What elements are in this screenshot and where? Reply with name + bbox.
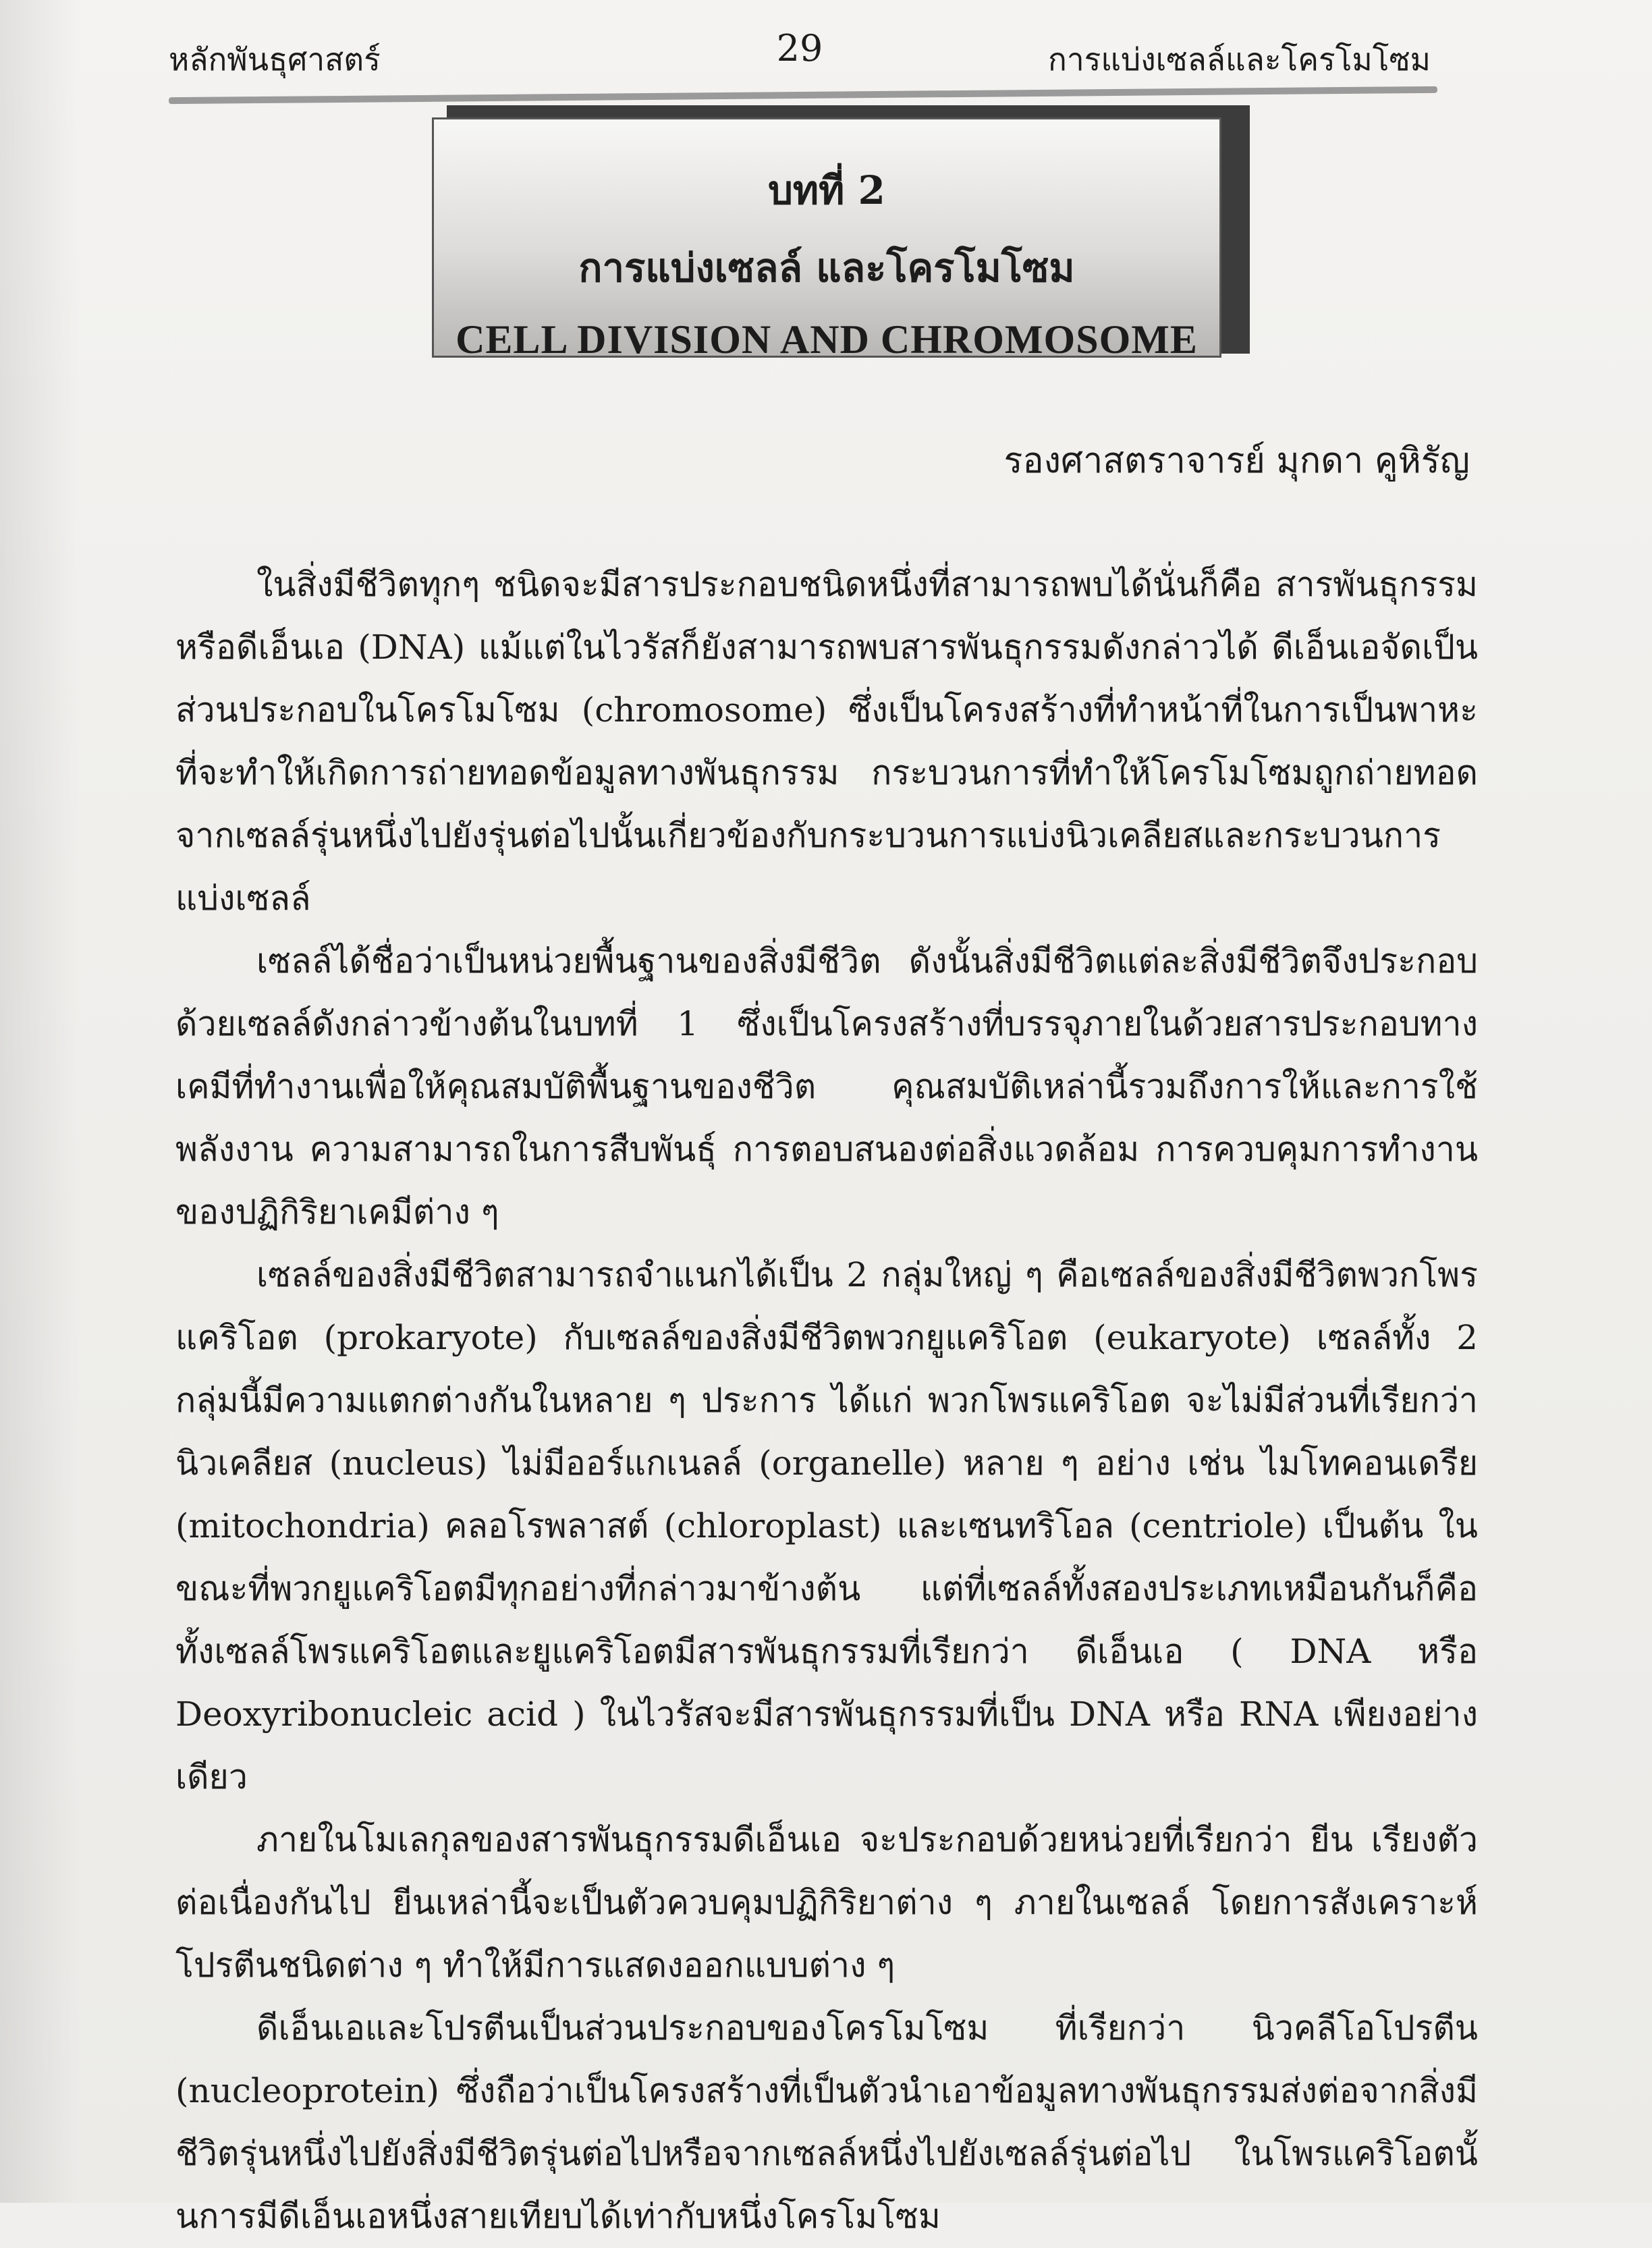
paragraph: ในสิ่งมีชีวิตทุกๆ ชนิดจะมีสารประกอบชนิดหนึ่งที่สามารถพบได้นั่นก็คือ สารพันธุกรรม หรือดีเอ็นเอ (DNA) แม้แต่ในไวรัสก็ยังสามารถพบสารพันธุกรรมดังกล่าวได้ ดีเอ็นเอจัดเป็นส่วนประกอบในโครโมโซม (chromosome) ซึ่งเป็นโครงสร้างที่ทำหน้าที่ในการเป็นพาหะที่จะทำให้เกิดการถ่ายทอดข้อมูลทางพันธุกรรม กระบวนการที่ทำให้โครโมโซมถูกถ่ายทอดจากเซลล์รุ่นหนึ่งไปยังรุ่นต่อไปนั้นเกี่ยวข้องกับกระบวนการแบ่งนิวเคลียสและกระบวนการแบ่งเซลล์ [175,565,1478,918]
paragraph: ดีเอ็นเอและโปรตีนเป็นส่วนประกอบของโครโมโซม ที่เรียกว่า นิวคลีโอโปรตีน (nucleoprotein) ซึ่งถือว่าเป็นโครงสร้างที่เป็นตัวนำเอาข้อมูลทางพันธุกรรมส่งต่อจากสิ่งมีชีวิตรุ่นหนึ่งไปยังสิ่งมีชีวิตรุ่นต่อไปหรือจากเซลล์หนึ่งไปยังเซลล์รุ่นต่อไป ในโพรแคริโอตนั้นการมีดีเอ็นเอหนึ่งสายเทียบได้เท่ากับหนึ่งโครโมโซม [175,2008,1478,2236]
page-number: 29 [776,27,823,70]
paragraph: เซลล์ของสิ่งมีชีวิตสามารถจำแนกได้เป็น 2 กลุ่มใหญ่ ๆ คือเซลล์ของสิ่งมีชีวิตพวกโพรแคริโอต (prokaryote) กับเซลล์ของสิ่งมีชีวิตพวกยูแคริโอต (eukaryote) เซลล์ทั้ง 2 กลุ่มนี้มีความแตกต่างกันในหลาย ๆ ประการ ได้แก่ พวกโพรแคริโอต จะไม่มีส่วนที่เรียกว่า นิวเคลียส (nucleus) ไม่มีออร์แกเนลล์ (organelle) หลาย ๆ อย่าง เช่น ไมโทคอนเดรีย (mitochondria) คลอโรพลาสต์ (chloroplast) และเซนทริโอล (centriole) เป็นต้น ในขณะที่พวกยูแคริโอตมีทุกอย่างที่กล่าวมาข้างต้น แต่ที่เซลล์ทั้งสองประเภทเหมือนกันก็คือ ทั้งเซลล์โพรแคริโอตและยูแคริโอตมีสารพันธุกรรมที่เรียกว่า ดีเอ็นเอ ( DNA หรือ Deoxyribonucleic acid ) ในไวรัสจะมีสารพันธุกรรมที่เป็น DNA หรือ RNA เพียงอย่างเดียว [175,1255,1478,1797]
header-book-title: หลักพันธุศาสตร์ [169,41,381,78]
header-chapter-title: การแบ่งเซลล์และโครโมโซม [1047,41,1431,78]
paragraph: เซลล์ได้ชื่อว่าเป็นหน่วยพื้นฐานของสิ่งมีชีวิต ดังนั้นสิ่งมีชีวิตแต่ละสิ่งมีชีวิตจึงประกอบด้วยเซลล์ดังกล่าวข้างต้นในบทที่ 1 ซึ่งเป็นโครงสร้างที่บรรจุภายในด้วยสารประกอบทางเคมีที่ทำงานเพื่อให้คุณสมบัติพื้นฐานของชีวิต คุณสมบัติเหล่านี้รวมถึงการให้และการใช้พลังงาน ความสามารถในการสืบพันธุ์ การตอบสนองต่อสิ่งแวดล้อม การควบคุมการทำงานของปฏิกิริยาเคมีต่าง ๆ [175,941,1478,1232]
paragraph: ภายในโมเลกุลของสารพันธุกรรมดีเอ็นเอ จะประกอบด้วยหน่วยที่เรียกว่า ยีน เรียงตัวต่อเนื่องกันไป ยีนเหล่านี้จะเป็นตัวควบคุมปฏิกิริยาต่าง ๆ ภายในเซลล์ โดยการสังเคราะห์โปรตีนชนิดต่าง ๆ ทำให้มีการแสดงออกแบบต่าง ๆ [175,1820,1478,1985]
chapter-number: บทที่ 2 [768,167,885,213]
chapter-title-box [432,108,1235,364]
chapter-title-english: CELL DIVISION AND CHROMOSOME [456,317,1198,362]
title-box [432,117,1221,362]
page-gutter-shadow [0,0,81,2203]
author-name: รองศาสตราจารย์ มุกดา คูหิรัญ [1003,441,1470,481]
body-text [175,553,1478,2248]
running-header [169,20,1431,94]
chapter-title-thai: การแบ่งเซลล์ และโครโมโซม [578,245,1075,291]
